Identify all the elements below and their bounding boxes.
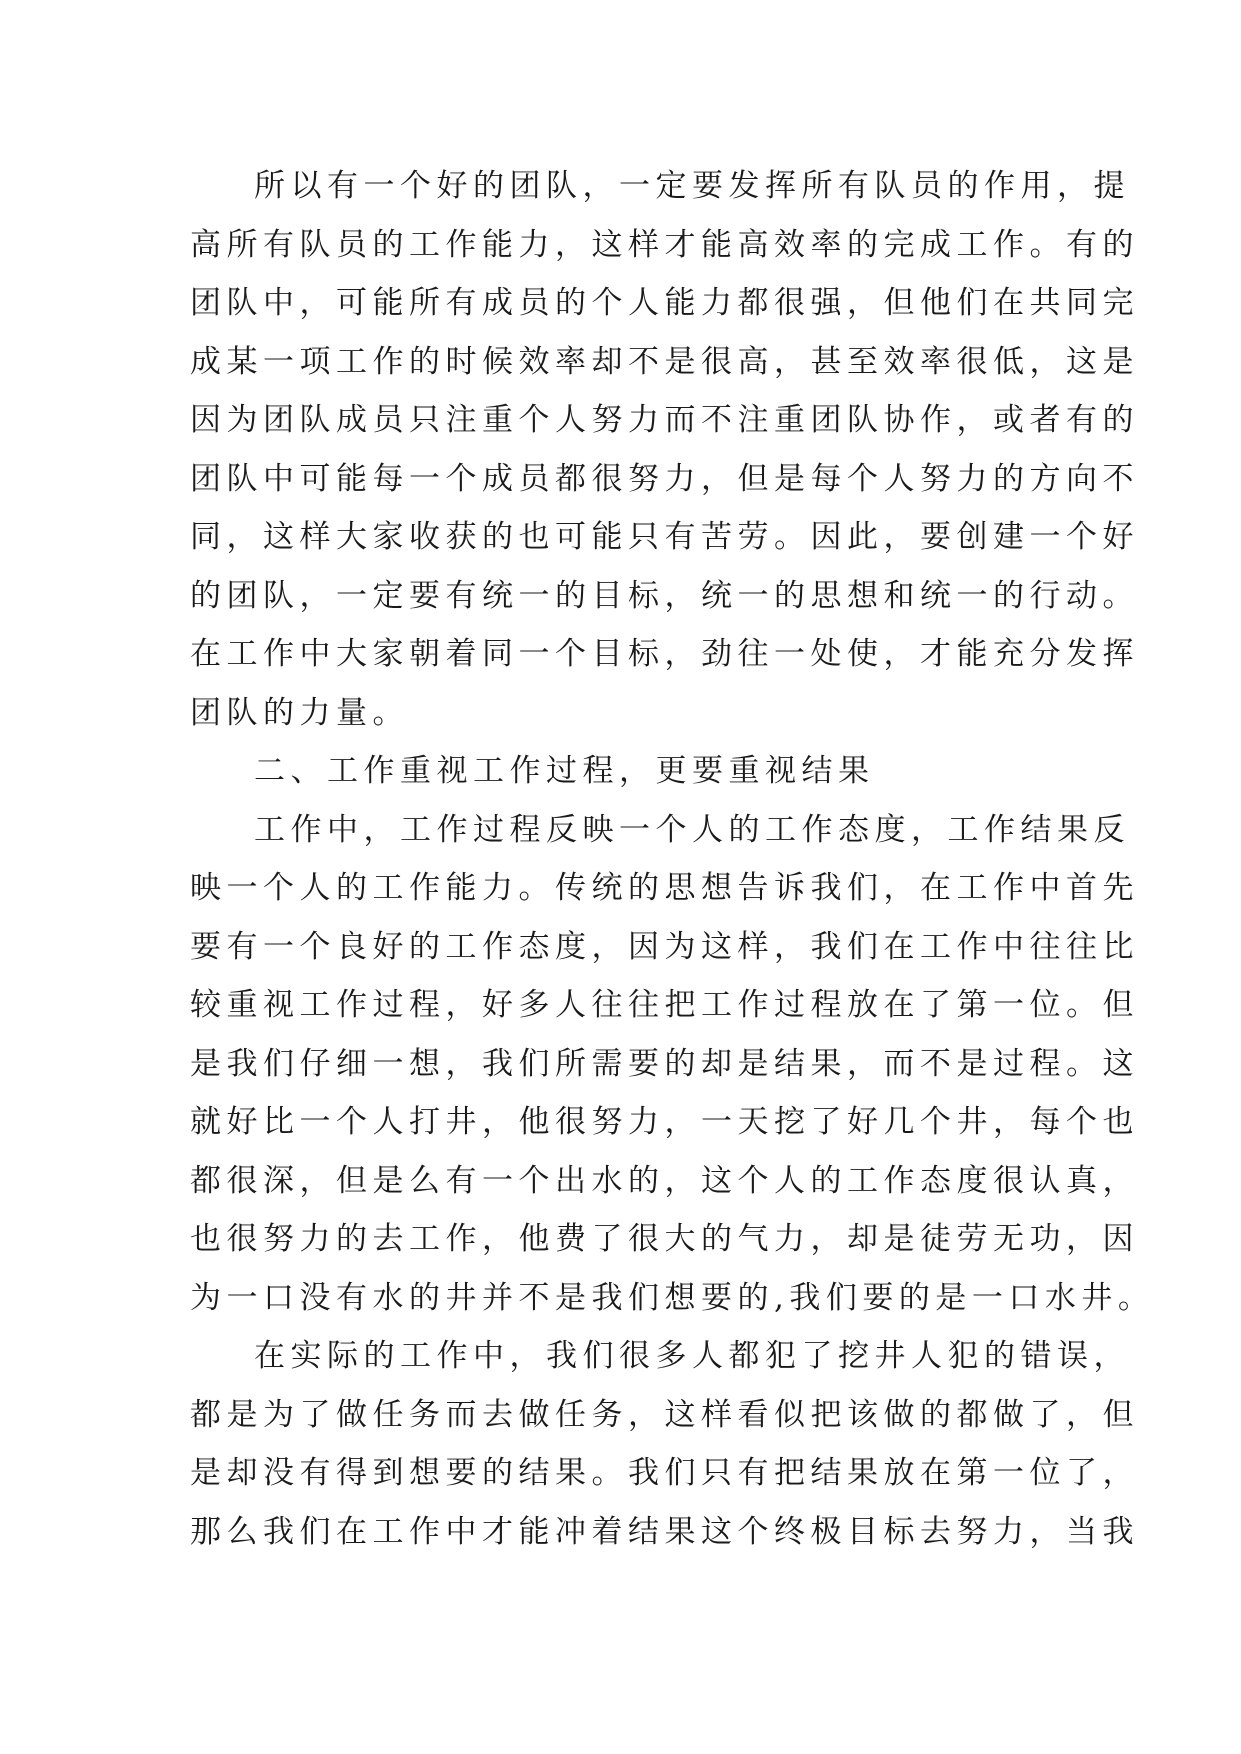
paragraph-line: 在工作中大家朝着同一个目标，劲往一处使，才能充分发挥	[190, 636, 1139, 672]
paragraph-line: 为一口没有水的井并不是我们想要的,我们要的是一口水井。	[190, 1279, 1155, 1316]
paragraph-line: 要有一个良好的工作态度，因为这样，我们在工作中往往比	[190, 928, 1139, 965]
paragraph-line: 高所有队员的工作能力，这样才能高效率的完成工作。有的	[190, 226, 1139, 263]
paragraph-line: 就好比一个人打井，他很努力，一天挖了好几个井，每个也	[190, 1104, 1139, 1140]
document-body	[190, 157, 1155, 1561]
paragraph-line: 的团队，一定要有统一的目标，统一的思想和统一的行动。	[190, 577, 1139, 614]
paragraph-line: 因为团队成员只注重个人努力而不注重团队协作，或者有的	[190, 402, 1139, 438]
paragraph-line: 团队的力量。	[190, 694, 409, 731]
paragraph-line: 团队中，可能所有成员的个人能力都很强，但他们在共同完	[190, 285, 1139, 321]
paragraph-line: 都很深，但是么有一个出水的，这个人的工作态度很认真，	[190, 1162, 1139, 1199]
paragraph-line: 所以有一个好的团队，一定要发挥所有队员的作用，提	[254, 168, 1130, 204]
paragraph-line: 较重视工作过程，好多人往往把工作过程放在了第一位。但	[190, 987, 1139, 1023]
paragraph-line: 工作中，工作过程反映一个人的工作态度，工作结果反	[254, 811, 1130, 848]
paragraph-line: 成某一项工作的时候效率却不是很高，甚至效率很低，这是	[190, 343, 1139, 380]
paragraph-line: 同，这样大家收获的也可能只有苦劳。因此，要创建一个好	[190, 519, 1139, 555]
paragraph-line: 都是为了做任务而去做任务，这样看似把该做的都做了，但	[190, 1396, 1139, 1433]
paragraph-line: 在实际的工作中，我们很多人都犯了挖井人犯的错误，	[254, 1338, 1130, 1374]
paragraph-line: 是我们仔细一想，我们所需要的却是结果，而不是过程。这	[190, 1045, 1139, 1082]
paragraph-line: 映一个人的工作能力。传统的思想告诉我们，在工作中首先	[190, 870, 1139, 906]
paragraph-line: 也很努力的去工作，他费了很大的气力，却是徒劳无功，因	[190, 1221, 1139, 1257]
paragraph-line: 是却没有得到想要的结果。我们只有把结果放在第一位了，	[190, 1455, 1139, 1491]
paragraph-line: 那么我们在工作中才能冲着结果这个终极目标去努力，当我	[190, 1513, 1139, 1550]
section-heading: 二、工作重视工作过程，更要重视结果	[254, 753, 875, 789]
paragraph-line: 团队中可能每一个成员都很努力，但是每个人努力的方向不	[190, 460, 1139, 497]
